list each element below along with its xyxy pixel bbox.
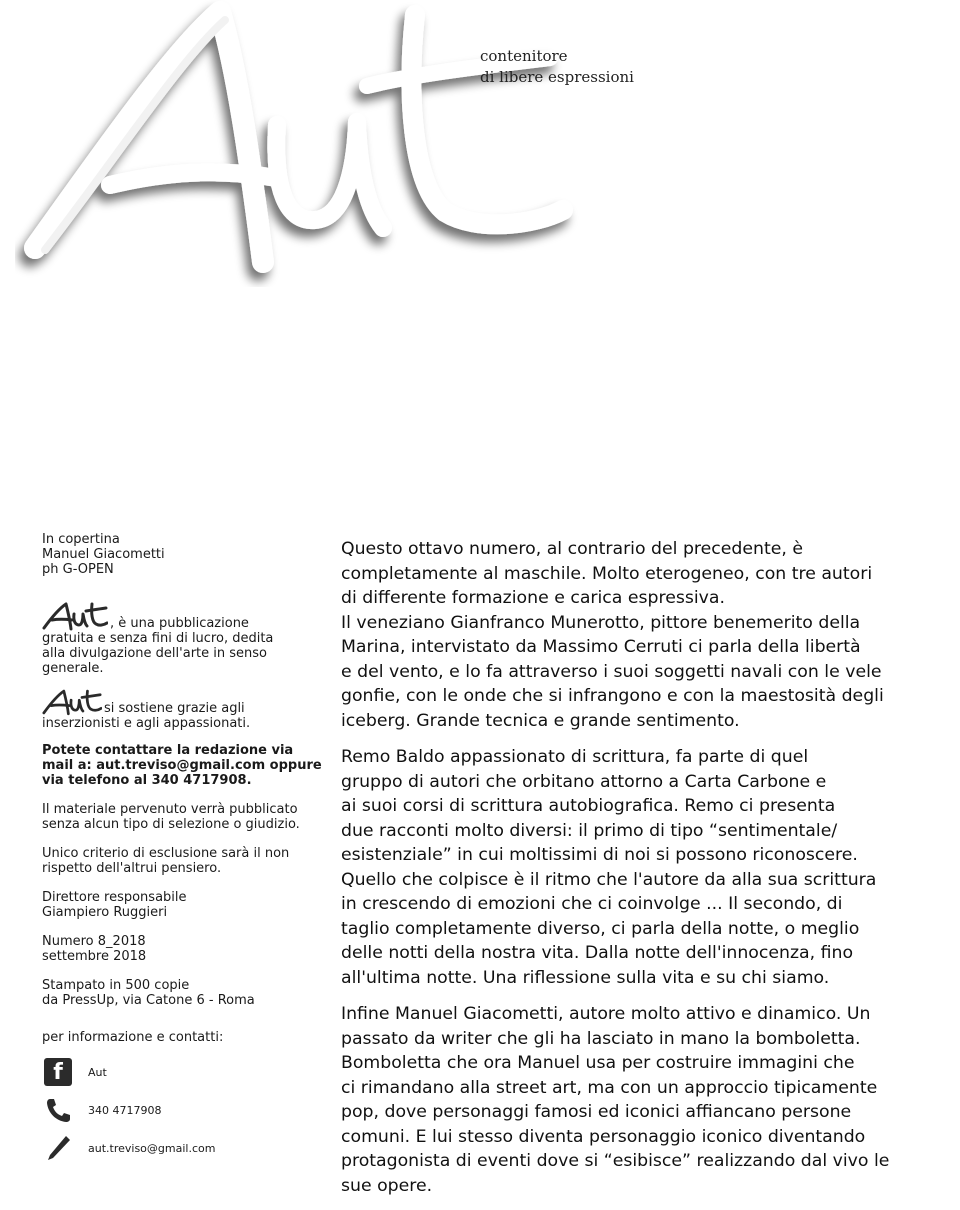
editorial-line: due racconti molto diversi: il primo di tipo “sentimentale/	[341, 820, 838, 841]
editorial-line: completamente al maschile. Molto eterogeneo, con tre autori	[341, 563, 873, 584]
masthead	[0, 0, 960, 330]
cover-line: Manuel Giacometti	[42, 547, 165, 562]
editorial-line: comuni. E lui stesso diventa personaggio iconico diventando	[341, 1126, 866, 1147]
editorial-line: ai suoi corsi di scrittura autobiografica. Remo ci presenta	[341, 796, 836, 816]
editorial-line: Remo Baldo appassionato di scrittura, fa parte di quel	[341, 747, 809, 767]
editorial-line: e del vento, e lo fa attraverso i suoi soggetti navali con le vele	[341, 661, 882, 682]
tagline	[480, 46, 634, 88]
contact-redazione-line: Potete contattare la redazione via	[42, 743, 294, 758]
support-tail: si sostiene grazie agli	[104, 701, 245, 716]
material-line: senza alcun tipo di selezione o giudizio.	[42, 817, 300, 832]
contact-text: aut.treviso@gmail.com	[88, 1141, 216, 1155]
editorial-paragraph	[341, 537, 931, 733]
publication-line: generale.	[42, 661, 104, 676]
contact-facebook[interactable]	[42, 1053, 327, 1091]
editorial-line: in crescendo di emozioni che ci coinvolge ... Il secondo, di	[341, 894, 843, 914]
editorial-line: all'ultima notte. Una riflessione sulla vita e su chi siamo.	[341, 967, 830, 988]
editorial-line: Questo ottavo numero, al contrario del precedente, è	[341, 539, 803, 559]
cover-credit	[42, 532, 327, 577]
editorial-line: protagonista di eventi dove si “esibisce” realizzando dal vivo le	[341, 1151, 890, 1171]
editorial-line: Infine Manuel Giacometti, autore molto attivo e dinamico. Un	[341, 1004, 871, 1024]
contact-list	[42, 1053, 327, 1167]
editorial-line: taglio completamente diverso, ci parla della notte, o meglio	[341, 918, 860, 939]
aut-mini-logo	[42, 688, 102, 716]
editorial-paragraph	[341, 1002, 931, 1198]
aut-logo	[15, 0, 585, 300]
editorial-line: Marina, intervistato da Massimo Cerruti ci parla della libertà	[341, 637, 861, 657]
editorial-paragraph	[341, 745, 931, 990]
contact-email[interactable]	[42, 1129, 327, 1167]
criterion-line: rispetto dell'altrui pensiero.	[42, 861, 222, 876]
issue-line: settembre 2018	[42, 949, 147, 964]
editorial-line: ci rimandano alla street art, ma con un approccio tipicamente	[341, 1077, 878, 1098]
editorial-line: esistenziale” in cui moltissimi di noi si possono riconoscere.	[341, 845, 858, 865]
editorial-line: gonfie, con le onde che si infrangono e con la maestosità degli	[341, 686, 884, 706]
director-line: Direttore responsabile	[42, 890, 187, 905]
criterion-note	[42, 846, 327, 876]
editorial-line: sue opere.	[341, 1175, 433, 1196]
print-line: da PressUp, via Catone 6 - Roma	[42, 993, 255, 1008]
criterion-line: Unico criterio di esclusione sarà il non	[42, 846, 290, 861]
tagline-line: di libere espressioni	[480, 68, 634, 86]
cover-line: ph G-OPEN	[42, 562, 114, 577]
publication-tail: , è una pubblicazione	[110, 616, 249, 631]
contact-phone[interactable]	[42, 1091, 327, 1129]
editorial-line: iceberg. Grande tecnica e grande sentimento.	[341, 710, 740, 731]
publication-line: gratuita e senza fini di lucro, dedita	[42, 631, 274, 646]
contact-text: 340 4717908	[88, 1103, 162, 1117]
editorial-line: Bomboletta che ora Manuel usa per costruire immagini che	[341, 1053, 855, 1073]
editorial-line: delle notti della nostra vita. Dalla notte dell'innocenza, fino	[341, 943, 854, 963]
phone-icon	[42, 1094, 74, 1126]
issue-info	[42, 934, 327, 964]
facebook-icon: f	[42, 1056, 74, 1088]
print-line: Stampato in 500 copie	[42, 978, 190, 993]
issue-line: Numero 8_2018	[42, 934, 146, 949]
editorial-line: passato da writer che gli ha lasciato in mano la bomboletta.	[341, 1028, 861, 1049]
editorial-line: gruppo di autori che orbitano attorno a Carta Carbone e	[341, 771, 827, 792]
contact-text: Aut	[88, 1065, 107, 1079]
info-heading: per informazione e contatti:	[42, 1030, 224, 1045]
contact-redazione-line: mail a: aut.treviso@gmail.com oppure	[42, 758, 322, 773]
material-line: Il materiale pervenuto verrà pubblicato	[42, 802, 298, 817]
contact-redazione	[42, 743, 327, 788]
material-note	[42, 802, 327, 832]
publication-line: alla divulgazione dell'arte in senso	[42, 646, 267, 661]
contact-redazione-line: via telefono al 340 4717908.	[42, 773, 252, 788]
editorial-line: Il veneziano Gianfranco Munerotto, pittore benemerito della	[341, 612, 861, 633]
pen-icon	[42, 1132, 74, 1164]
print-info	[42, 978, 327, 1008]
director-credit	[42, 890, 327, 920]
editorial	[341, 537, 931, 1210]
editorial-line: pop, dove personaggi famosi ed iconici affiancano persone	[341, 1102, 852, 1122]
tagline-line: contenitore	[480, 47, 568, 65]
director-line: Giampiero Ruggieri	[42, 905, 168, 920]
editorial-line: di differente formazione e carica espressiva.	[341, 588, 725, 608]
editorial-line: Quello che colpisce è il ritmo che l'autore da alla sua scrittura	[341, 869, 877, 890]
support-note	[42, 688, 327, 731]
cover-line: In copertina	[42, 532, 120, 547]
publication-note	[42, 601, 327, 676]
support-line: inserzionisti e agli appassionati.	[42, 716, 251, 731]
colophon	[42, 532, 327, 1167]
aut-mini-logo	[42, 601, 108, 631]
